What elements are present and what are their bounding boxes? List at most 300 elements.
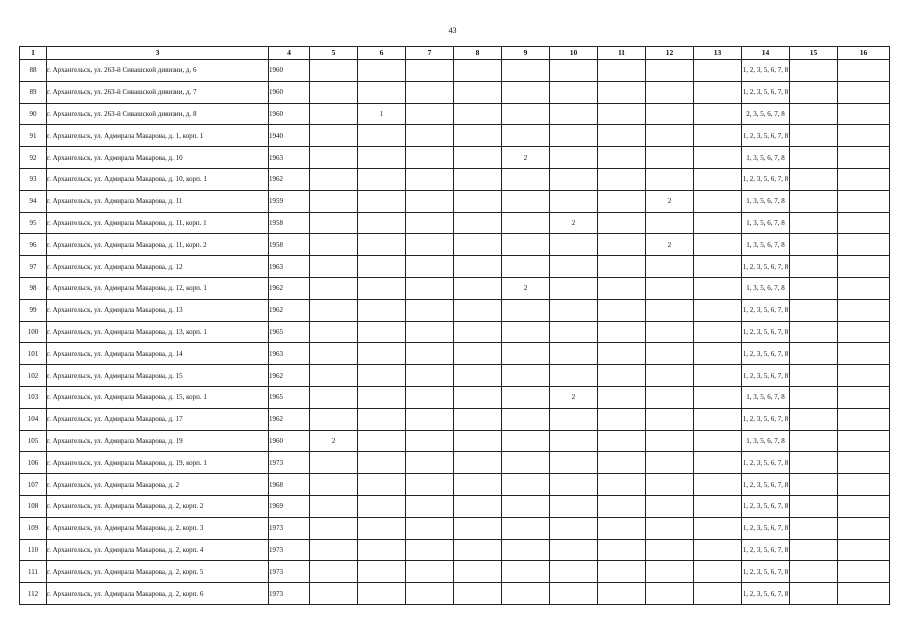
col8-cell bbox=[454, 365, 502, 387]
column-header: 14 bbox=[742, 47, 790, 60]
col6-cell bbox=[358, 495, 406, 517]
col14-cell: 1, 3, 5, 6, 7, 8 bbox=[742, 147, 790, 169]
table-row bbox=[20, 212, 890, 234]
col14-cell: 1, 3, 5, 6, 7, 8 bbox=[742, 212, 790, 234]
col15-cell bbox=[790, 212, 838, 234]
col11-cell bbox=[598, 168, 646, 190]
col14-cell: 1, 2, 3, 5, 6, 7, 8 bbox=[742, 60, 790, 82]
col15-cell bbox=[790, 386, 838, 408]
col12-cell bbox=[646, 60, 694, 82]
col12-cell bbox=[646, 277, 694, 299]
col13-cell bbox=[694, 81, 742, 103]
address-cell: г. Архангельск, ул. Адмирала Макарова, д. 10 bbox=[47, 147, 269, 169]
col11-cell bbox=[598, 583, 646, 605]
address-cell: г. Архангельск, ул. Адмирала Макарова, д. 2, корп. 3 bbox=[47, 517, 269, 539]
col7-cell bbox=[406, 321, 454, 343]
year-cell: 1973 bbox=[269, 539, 310, 561]
col5-cell bbox=[310, 474, 358, 496]
table-row bbox=[20, 452, 890, 474]
year-cell: 1973 bbox=[269, 452, 310, 474]
col10-cell bbox=[550, 430, 598, 452]
col15-cell bbox=[790, 408, 838, 430]
col8-cell bbox=[454, 495, 502, 517]
table-row bbox=[20, 234, 890, 256]
col11-cell bbox=[598, 234, 646, 256]
col10-cell bbox=[550, 365, 598, 387]
col12-cell bbox=[646, 474, 694, 496]
col11-cell bbox=[598, 452, 646, 474]
col10-cell bbox=[550, 539, 598, 561]
row-number-cell: 94 bbox=[20, 190, 47, 212]
address-cell: г. Архангельск, ул. Адмирала Макарова, д. 14 bbox=[47, 343, 269, 365]
col5-cell bbox=[310, 343, 358, 365]
col11-cell bbox=[598, 277, 646, 299]
col8-cell bbox=[454, 386, 502, 408]
col13-cell bbox=[694, 234, 742, 256]
col8-cell bbox=[454, 277, 502, 299]
col10-cell bbox=[550, 234, 598, 256]
col15-cell bbox=[790, 561, 838, 583]
col13-cell bbox=[694, 190, 742, 212]
col8-cell bbox=[454, 60, 502, 82]
col16-cell bbox=[838, 147, 890, 169]
col16-cell bbox=[838, 539, 890, 561]
col14-cell: 1, 3, 5, 6, 7, 8 bbox=[742, 234, 790, 256]
table-row bbox=[20, 365, 890, 387]
year-cell: 1960 bbox=[269, 81, 310, 103]
col5-cell bbox=[310, 583, 358, 605]
col10-cell bbox=[550, 408, 598, 430]
col7-cell bbox=[406, 561, 454, 583]
col5-cell bbox=[310, 168, 358, 190]
table-row bbox=[20, 561, 890, 583]
col9-cell bbox=[502, 452, 550, 474]
col6-cell bbox=[358, 474, 406, 496]
column-header: 8 bbox=[454, 47, 502, 60]
col10-cell bbox=[550, 299, 598, 321]
address-cell: г. Архангельск, ул. Адмирала Макарова, д. 12 bbox=[47, 256, 269, 278]
col9-cell bbox=[502, 517, 550, 539]
col6-cell bbox=[358, 365, 406, 387]
year-cell: 1960 bbox=[269, 103, 310, 125]
col13-cell bbox=[694, 321, 742, 343]
col11-cell bbox=[598, 299, 646, 321]
col9-cell bbox=[502, 386, 550, 408]
col12-cell bbox=[646, 343, 694, 365]
table-row bbox=[20, 321, 890, 343]
col13-cell bbox=[694, 256, 742, 278]
address-cell: г. Архангельск, ул. Адмирала Макарова, д. 19 bbox=[47, 430, 269, 452]
col10-cell bbox=[550, 495, 598, 517]
col9-cell bbox=[502, 168, 550, 190]
col15-cell bbox=[790, 277, 838, 299]
col5-cell bbox=[310, 190, 358, 212]
col8-cell bbox=[454, 561, 502, 583]
col12-cell bbox=[646, 386, 694, 408]
table-row bbox=[20, 125, 890, 147]
col13-cell bbox=[694, 495, 742, 517]
col13-cell bbox=[694, 168, 742, 190]
col16-cell bbox=[838, 234, 890, 256]
col5-cell bbox=[310, 386, 358, 408]
col6-cell: 1 bbox=[358, 103, 406, 125]
col11-cell bbox=[598, 430, 646, 452]
column-header: 13 bbox=[694, 47, 742, 60]
col11-cell bbox=[598, 147, 646, 169]
year-cell: 1960 bbox=[269, 60, 310, 82]
col5-cell bbox=[310, 561, 358, 583]
col16-cell bbox=[838, 561, 890, 583]
address-cell: г. Архангельск, ул. Адмирала Макарова, д. 2, корп. 2 bbox=[47, 495, 269, 517]
col11-cell bbox=[598, 190, 646, 212]
col9-cell bbox=[502, 299, 550, 321]
col8-cell bbox=[454, 321, 502, 343]
col7-cell bbox=[406, 430, 454, 452]
col16-cell bbox=[838, 190, 890, 212]
year-cell: 1965 bbox=[269, 321, 310, 343]
col16-cell bbox=[838, 430, 890, 452]
col5-cell bbox=[310, 365, 358, 387]
col14-cell: 1, 2, 3, 5, 6, 7, 8 bbox=[742, 81, 790, 103]
col7-cell bbox=[406, 495, 454, 517]
col7-cell bbox=[406, 474, 454, 496]
col15-cell bbox=[790, 474, 838, 496]
address-cell: г. Архангельск, ул. Адмирала Макарова, д. 1, корп. 1 bbox=[47, 125, 269, 147]
col9-cell: 2 bbox=[502, 277, 550, 299]
col5-cell bbox=[310, 103, 358, 125]
col14-cell: 1, 2, 3, 5, 6, 7, 8 bbox=[742, 299, 790, 321]
table-row bbox=[20, 147, 890, 169]
table-row bbox=[20, 583, 890, 605]
col16-cell bbox=[838, 256, 890, 278]
col6-cell bbox=[358, 430, 406, 452]
col10-cell: 2 bbox=[550, 212, 598, 234]
col16-cell bbox=[838, 212, 890, 234]
address-cell: г. Архангельск, ул. 263-й Сивашской дивизии, д. 8 bbox=[47, 103, 269, 125]
column-header: 3 bbox=[47, 47, 269, 60]
col12-cell bbox=[646, 495, 694, 517]
col7-cell bbox=[406, 365, 454, 387]
col10-cell bbox=[550, 125, 598, 147]
col14-cell: 1, 2, 3, 5, 6, 7, 8 bbox=[742, 474, 790, 496]
table-row bbox=[20, 495, 890, 517]
col15-cell bbox=[790, 60, 838, 82]
column-header: 5 bbox=[310, 47, 358, 60]
col14-cell: 2, 3, 5, 6, 7, 8 bbox=[742, 103, 790, 125]
col12-cell bbox=[646, 212, 694, 234]
col14-cell: 1, 3, 5, 6, 7, 8 bbox=[742, 277, 790, 299]
year-cell: 1962 bbox=[269, 299, 310, 321]
col16-cell bbox=[838, 103, 890, 125]
col15-cell bbox=[790, 343, 838, 365]
col7-cell bbox=[406, 583, 454, 605]
year-cell: 1959 bbox=[269, 190, 310, 212]
col13-cell bbox=[694, 561, 742, 583]
col11-cell bbox=[598, 60, 646, 82]
col15-cell bbox=[790, 81, 838, 103]
col11-cell bbox=[598, 408, 646, 430]
col14-cell: 1, 2, 3, 5, 6, 7, 8 bbox=[742, 168, 790, 190]
col12-cell: 2 bbox=[646, 190, 694, 212]
col5-cell bbox=[310, 408, 358, 430]
col10-cell bbox=[550, 583, 598, 605]
col5-cell bbox=[310, 147, 358, 169]
row-number-cell: 96 bbox=[20, 234, 47, 256]
address-cell: г. Архангельск, ул. Адмирала Макарова, д. 19, корп. 1 bbox=[47, 452, 269, 474]
col6-cell bbox=[358, 277, 406, 299]
col10-cell bbox=[550, 81, 598, 103]
col6-cell bbox=[358, 256, 406, 278]
table-row bbox=[20, 430, 890, 452]
col11-cell bbox=[598, 365, 646, 387]
row-number-cell: 111 bbox=[20, 561, 47, 583]
table-row bbox=[20, 386, 890, 408]
year-cell: 1968 bbox=[269, 474, 310, 496]
row-number-cell: 100 bbox=[20, 321, 47, 343]
table-row bbox=[20, 277, 890, 299]
col13-cell bbox=[694, 212, 742, 234]
col13-cell bbox=[694, 386, 742, 408]
col12-cell bbox=[646, 561, 694, 583]
column-header: 1 bbox=[20, 47, 47, 60]
col15-cell bbox=[790, 430, 838, 452]
col14-cell: 1, 2, 3, 5, 6, 7, 8 bbox=[742, 517, 790, 539]
col11-cell bbox=[598, 343, 646, 365]
row-number-cell: 107 bbox=[20, 474, 47, 496]
col14-cell: 1, 2, 3, 5, 6, 7, 8 bbox=[742, 365, 790, 387]
col6-cell bbox=[358, 299, 406, 321]
col6-cell bbox=[358, 408, 406, 430]
col10-cell bbox=[550, 343, 598, 365]
address-cell: г. Архангельск, ул. Адмирала Макарова, д. 11, корп. 1 bbox=[47, 212, 269, 234]
col8-cell bbox=[454, 539, 502, 561]
row-number-cell: 109 bbox=[20, 517, 47, 539]
col11-cell bbox=[598, 517, 646, 539]
col13-cell bbox=[694, 408, 742, 430]
table-row bbox=[20, 408, 890, 430]
col13-cell bbox=[694, 583, 742, 605]
year-cell: 1962 bbox=[269, 365, 310, 387]
col13-cell bbox=[694, 365, 742, 387]
col12-cell: 2 bbox=[646, 234, 694, 256]
col16-cell bbox=[838, 386, 890, 408]
col7-cell bbox=[406, 212, 454, 234]
col9-cell bbox=[502, 430, 550, 452]
col6-cell bbox=[358, 190, 406, 212]
col5-cell bbox=[310, 539, 358, 561]
row-number-cell: 97 bbox=[20, 256, 47, 278]
col14-cell: 1, 2, 3, 5, 6, 7, 8 bbox=[742, 583, 790, 605]
year-cell: 1963 bbox=[269, 256, 310, 278]
year-cell: 1962 bbox=[269, 168, 310, 190]
col6-cell bbox=[358, 386, 406, 408]
column-header: 4 bbox=[269, 47, 310, 60]
address-cell: г. Архангельск, ул. Адмирала Макарова, д. 13 bbox=[47, 299, 269, 321]
col15-cell bbox=[790, 583, 838, 605]
col14-cell: 1, 2, 3, 5, 6, 7, 8 bbox=[742, 408, 790, 430]
col8-cell bbox=[454, 234, 502, 256]
col11-cell bbox=[598, 81, 646, 103]
column-header: 16 bbox=[838, 47, 890, 60]
table-row bbox=[20, 190, 890, 212]
column-header: 11 bbox=[598, 47, 646, 60]
col14-cell: 1, 2, 3, 5, 6, 7, 8 bbox=[742, 539, 790, 561]
col13-cell bbox=[694, 103, 742, 125]
col12-cell bbox=[646, 147, 694, 169]
col9-cell bbox=[502, 190, 550, 212]
column-header: 6 bbox=[358, 47, 406, 60]
col12-cell bbox=[646, 168, 694, 190]
col12-cell bbox=[646, 430, 694, 452]
col9-cell bbox=[502, 561, 550, 583]
col12-cell bbox=[646, 408, 694, 430]
row-number-cell: 103 bbox=[20, 386, 47, 408]
address-cell: г. Архангельск, ул. Адмирала Макарова, д. 2 bbox=[47, 474, 269, 496]
column-header: 9 bbox=[502, 47, 550, 60]
col8-cell bbox=[454, 81, 502, 103]
col9-cell bbox=[502, 474, 550, 496]
col5-cell bbox=[310, 495, 358, 517]
address-cell: г. Архангельск, ул. Адмирала Макарова, д. 10, корп. 1 bbox=[47, 168, 269, 190]
col10-cell bbox=[550, 256, 598, 278]
table-row bbox=[20, 517, 890, 539]
col13-cell bbox=[694, 430, 742, 452]
col7-cell bbox=[406, 125, 454, 147]
col6-cell bbox=[358, 212, 406, 234]
col6-cell bbox=[358, 168, 406, 190]
row-number-cell: 93 bbox=[20, 168, 47, 190]
table-row bbox=[20, 168, 890, 190]
col11-cell bbox=[598, 103, 646, 125]
col10-cell: 2 bbox=[550, 386, 598, 408]
row-number-cell: 108 bbox=[20, 495, 47, 517]
row-number-cell: 95 bbox=[20, 212, 47, 234]
col9-cell bbox=[502, 212, 550, 234]
row-number-cell: 110 bbox=[20, 539, 47, 561]
col7-cell bbox=[406, 386, 454, 408]
row-number-cell: 112 bbox=[20, 583, 47, 605]
col16-cell bbox=[838, 277, 890, 299]
year-cell: 1969 bbox=[269, 495, 310, 517]
table-row bbox=[20, 103, 890, 125]
col7-cell bbox=[406, 234, 454, 256]
row-number-cell: 106 bbox=[20, 452, 47, 474]
col9-cell bbox=[502, 408, 550, 430]
col5-cell bbox=[310, 299, 358, 321]
address-cell: г. Архангельск, ул. Адмирала Макарова, д. 15, корп. 1 bbox=[47, 386, 269, 408]
year-cell: 1962 bbox=[269, 277, 310, 299]
col10-cell bbox=[550, 561, 598, 583]
col8-cell bbox=[454, 408, 502, 430]
col8-cell bbox=[454, 343, 502, 365]
col7-cell bbox=[406, 299, 454, 321]
col5-cell bbox=[310, 277, 358, 299]
col6-cell bbox=[358, 60, 406, 82]
col11-cell bbox=[598, 474, 646, 496]
col16-cell bbox=[838, 168, 890, 190]
col10-cell bbox=[550, 452, 598, 474]
col16-cell bbox=[838, 517, 890, 539]
row-number-cell: 91 bbox=[20, 125, 47, 147]
col6-cell bbox=[358, 517, 406, 539]
col12-cell bbox=[646, 81, 694, 103]
col8-cell bbox=[454, 190, 502, 212]
col7-cell bbox=[406, 277, 454, 299]
col6-cell bbox=[358, 234, 406, 256]
col12-cell bbox=[646, 517, 694, 539]
col14-cell: 1, 3, 5, 6, 7, 8 bbox=[742, 430, 790, 452]
header-row bbox=[20, 47, 890, 60]
col6-cell bbox=[358, 561, 406, 583]
address-cell: г. Архангельск, ул. Адмирала Макарова, д. 2, корп. 5 bbox=[47, 561, 269, 583]
col13-cell bbox=[694, 277, 742, 299]
col6-cell bbox=[358, 452, 406, 474]
col9-cell bbox=[502, 60, 550, 82]
col6-cell bbox=[358, 81, 406, 103]
table-row bbox=[20, 343, 890, 365]
year-cell: 1958 bbox=[269, 234, 310, 256]
col5-cell bbox=[310, 81, 358, 103]
col10-cell bbox=[550, 168, 598, 190]
col6-cell bbox=[358, 583, 406, 605]
year-cell: 1965 bbox=[269, 386, 310, 408]
col5-cell bbox=[310, 212, 358, 234]
year-cell: 1963 bbox=[269, 343, 310, 365]
table-row bbox=[20, 299, 890, 321]
col11-cell bbox=[598, 212, 646, 234]
col13-cell bbox=[694, 474, 742, 496]
col9-cell bbox=[502, 583, 550, 605]
row-number-cell: 98 bbox=[20, 277, 47, 299]
col6-cell bbox=[358, 321, 406, 343]
row-number-cell: 104 bbox=[20, 408, 47, 430]
row-number-cell: 101 bbox=[20, 343, 47, 365]
col10-cell bbox=[550, 517, 598, 539]
col16-cell bbox=[838, 60, 890, 82]
col15-cell bbox=[790, 495, 838, 517]
col7-cell bbox=[406, 343, 454, 365]
row-number-cell: 92 bbox=[20, 147, 47, 169]
col5-cell bbox=[310, 256, 358, 278]
col16-cell bbox=[838, 321, 890, 343]
col13-cell bbox=[694, 539, 742, 561]
col14-cell: 1, 2, 3, 5, 6, 7, 8 bbox=[742, 561, 790, 583]
address-cell: г. Архангельск, ул. Адмирала Макарова, д. 13, корп. 1 bbox=[47, 321, 269, 343]
col7-cell bbox=[406, 190, 454, 212]
col15-cell bbox=[790, 103, 838, 125]
col5-cell bbox=[310, 452, 358, 474]
col9-cell bbox=[502, 125, 550, 147]
col15-cell bbox=[790, 321, 838, 343]
col9-cell bbox=[502, 343, 550, 365]
address-cell: г. Архангельск, ул. Адмирала Макарова, д. 11, корп. 2 bbox=[47, 234, 269, 256]
col7-cell bbox=[406, 256, 454, 278]
col8-cell bbox=[454, 147, 502, 169]
col13-cell bbox=[694, 343, 742, 365]
col12-cell bbox=[646, 103, 694, 125]
col16-cell bbox=[838, 495, 890, 517]
col15-cell bbox=[790, 147, 838, 169]
table-row bbox=[20, 474, 890, 496]
year-cell: 1940 bbox=[269, 125, 310, 147]
col12-cell bbox=[646, 365, 694, 387]
col5-cell bbox=[310, 234, 358, 256]
address-cell: г. Архангельск, ул. Адмирала Макарова, д. 2, корп. 6 bbox=[47, 583, 269, 605]
col6-cell bbox=[358, 147, 406, 169]
col10-cell bbox=[550, 277, 598, 299]
col15-cell bbox=[790, 365, 838, 387]
year-cell: 1973 bbox=[269, 517, 310, 539]
